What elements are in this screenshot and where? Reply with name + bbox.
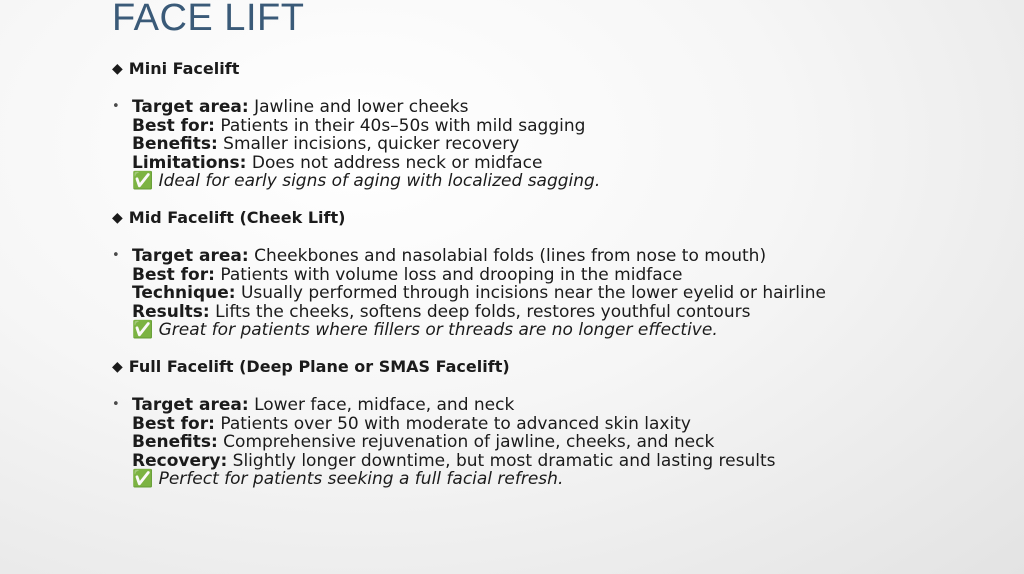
bullet-icon: •: [112, 247, 120, 263]
detail-text: Cheekbones and nasolabial folds (lines from nose to mouth): [248, 245, 767, 266]
detail-line: [132, 284, 992, 303]
detail-text: Patients with volume loss and drooping in the midface: [214, 264, 683, 285]
section-heading-text: Mid Facelift (Cheek Lift): [128, 207, 346, 227]
detail-text: Patients over 50 with moderate to advanced skin laxity: [214, 413, 691, 434]
check-icon: ✅: [132, 320, 154, 341]
diamond-icon: ◆: [112, 61, 123, 77]
detail-line: [132, 135, 992, 154]
summary-note-text: Great for patients where fillers or threads are no longer effective.: [153, 320, 718, 341]
summary-note-text: Perfect for patients seeking a full facial refresh.: [153, 469, 564, 490]
detail-label: Best for:: [132, 264, 215, 285]
detail-line: [132, 415, 992, 434]
detail-label: Target area:: [132, 97, 249, 117]
detail-line: [132, 396, 992, 415]
detail-label: Best for:: [132, 413, 215, 434]
detail-line: [132, 433, 992, 452]
section-heading-text: Mini Facelift: [128, 59, 240, 78]
detail-text: Patients in their 40s–50s with mild sagging: [214, 115, 586, 136]
check-icon: ✅: [132, 171, 154, 192]
section-heading-text: Full Facelift (Deep Plane or SMAS Facelift): [128, 356, 510, 376]
detail-line: [132, 154, 992, 173]
section-details-full: [112, 396, 992, 489]
detail-label: Technique:: [132, 283, 236, 304]
summary-note: [132, 321, 992, 340]
detail-label: Target area:: [132, 245, 249, 266]
summary-note-text: Ideal for early signs of aging with localized sagging.: [153, 171, 601, 192]
detail-line: [132, 98, 992, 117]
detail-label: Recovery:: [132, 450, 228, 471]
bullet-icon: •: [112, 396, 120, 412]
detail-line: [132, 117, 992, 136]
detail-label: Target area:: [132, 394, 249, 415]
diamond-icon: ◆: [112, 358, 123, 375]
slide-content: [112, 58, 992, 489]
section-details-mini: [112, 98, 992, 191]
section-details-mid: [112, 247, 992, 340]
detail-text: Does not address neck or midface: [246, 152, 543, 173]
detail-label: Benefits:: [132, 134, 218, 155]
detail-text: Usually performed through incisions near the lower eyelid or hairline: [235, 283, 826, 304]
diamond-icon: ◆: [112, 209, 123, 226]
detail-text: Jawline and lower cheeks: [248, 97, 469, 117]
bullet-icon: •: [112, 99, 120, 114]
slide-title: FACE LIFT: [112, 0, 305, 39]
detail-line: [132, 452, 992, 471]
detail-label: Benefits:: [132, 432, 218, 453]
detail-text: Smaller incisions, quicker recovery: [217, 134, 520, 155]
section-heading-mid: [112, 207, 992, 229]
detail-line: [132, 303, 992, 322]
detail-text: Comprehensive rejuvenation of jawline, cheeks, and neck: [217, 432, 715, 453]
detail-line: [132, 266, 992, 285]
detail-label: Results:: [132, 301, 210, 322]
section-heading-full: [112, 356, 992, 378]
detail-line: [132, 247, 992, 266]
detail-label: Best for:: [132, 115, 215, 136]
detail-text: Slightly longer downtime, but most dramatic and lasting results: [227, 450, 776, 471]
detail-text: Lower face, midface, and neck: [248, 394, 515, 415]
detail-label: Limitations:: [132, 152, 247, 173]
section-heading-mini: [112, 58, 992, 80]
summary-note: [132, 470, 992, 489]
detail-text: Lifts the cheeks, softens deep folds, restores youthful contours: [209, 301, 751, 322]
summary-note: [132, 172, 992, 191]
check-icon: ✅: [132, 469, 154, 490]
